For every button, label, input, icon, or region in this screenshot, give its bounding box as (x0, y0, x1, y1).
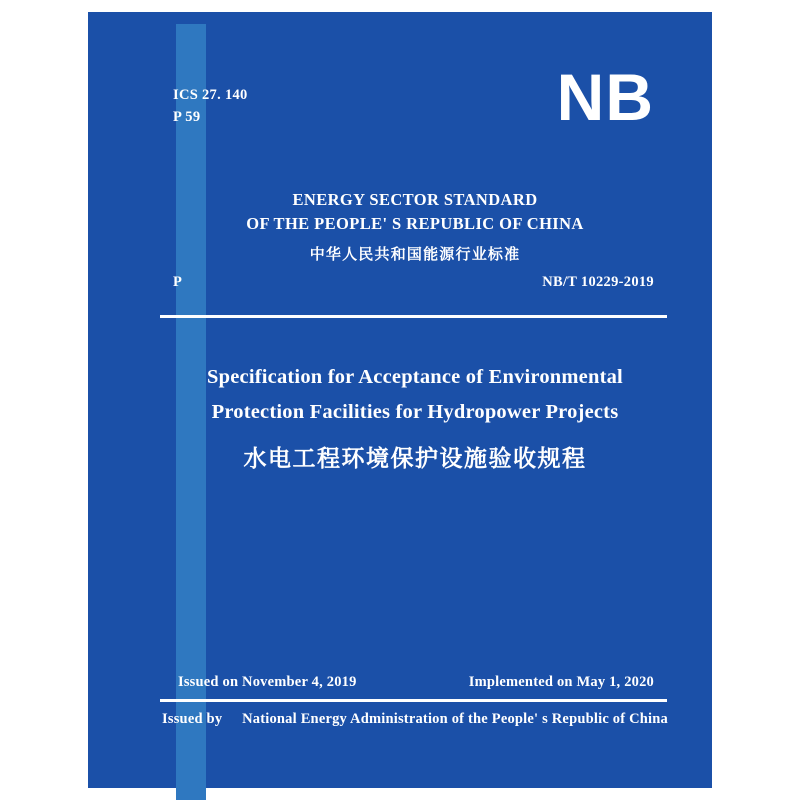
implemented-date: Implemented on May 1, 2020 (468, 674, 654, 690)
title-english-line-2: Protection Facilities for Hydropower Projects (211, 401, 619, 424)
classification-code: P 59 (173, 109, 201, 126)
nb-logo: NB (556, 60, 654, 134)
issued-by-label: Issued by (162, 711, 223, 727)
divider-bottom (160, 699, 667, 702)
title-english-line-1: Specification for Acceptance of Environmental (207, 366, 623, 388)
title-chinese: 水电工程环境保护设施验收规程 (243, 445, 587, 472)
org-chinese: 中华人民共和国能源行业标准 (309, 244, 521, 263)
category-letter: P (173, 274, 183, 290)
issuing-organization (118, 188, 712, 264)
dates-row (178, 674, 654, 691)
issuer-row (118, 711, 712, 728)
standard-cover (88, 12, 712, 788)
issued-by-organization: National Energy Administration of the People' s Republic of China (242, 711, 668, 727)
standard-number: NB/T 10229-2019 (542, 274, 654, 290)
org-english-line-1: ENERGY SECTOR STANDARD (292, 190, 538, 209)
ics-code: ICS 27. 140 (173, 87, 248, 103)
org-english-line-2: OF THE PEOPLE' S REPUBLIC OF CHINA (246, 213, 584, 233)
divider-top (160, 315, 667, 318)
document-title (178, 360, 652, 473)
issued-date: Issued on November 4, 2019 (178, 674, 357, 690)
ics-block (173, 84, 248, 129)
cover-content (118, 12, 712, 788)
standard-code-row (173, 274, 654, 291)
